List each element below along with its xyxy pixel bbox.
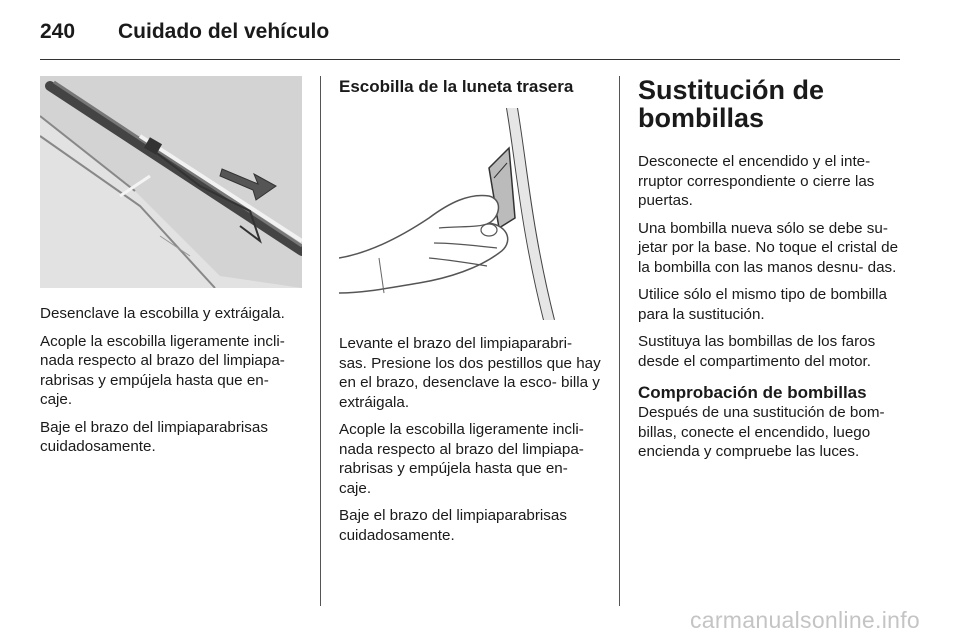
right-column — [638, 76, 902, 470]
watermark: carmanualsonline.info — [689, 607, 920, 633]
paragraph: Desconecte el encendido y el inte- rruptor correspondiente o cierre las puertas. — [638, 153, 875, 209]
paragraph: Baje el brazo del limpiaparabrisas cuidadosamente. — [40, 418, 268, 455]
column-divider — [320, 76, 321, 606]
rear-wiper-heading: Escobilla de la luneta trasera — [339, 77, 574, 96]
section-title: Cuidado del vehículo — [118, 20, 330, 43]
column-divider — [619, 76, 620, 606]
paragraph: Desenclave la escobilla y extráigala. — [40, 305, 285, 322]
bulb-check-heading: Comprobación de bombillas — [638, 383, 867, 402]
wiper-blade-illustration — [40, 76, 302, 288]
paragraph: Acople la escobilla ligeramente incli- nada respecto al brazo del limpiapa- rabrisas y empújela hasta que en- caje. — [40, 332, 285, 408]
paragraph: Una bombilla nueva sólo se debe su- jetar por la base. No toque el cristal de la bombilla con las manos desnu- das. — [638, 219, 899, 276]
bulb-replacement-heading: Sustitución de bombillas — [638, 75, 825, 133]
left-column — [40, 76, 302, 465]
paragraph: Después de una sustitución de bom- billas, conecte el encendido, luego encienda y compruebe las luces. — [638, 404, 885, 460]
paragraph: Sustituya las bombillas de los faros desde el compartimento del motor. — [638, 333, 876, 370]
paragraph: Baje el brazo del limpiaparabrisas cuidadosamente. — [339, 507, 567, 544]
middle-column — [339, 76, 601, 553]
header-rule — [40, 59, 900, 60]
page-number: 240 — [40, 20, 76, 43]
paragraph: Utilice sólo el mismo tipo de bombilla para la sustitución. — [638, 286, 888, 323]
paragraph: Acople la escobilla ligeramente incli- nada respecto al brazo del limpiapa- rabrisas y empújela hasta que en- caje. — [339, 421, 584, 497]
rear-wiper-illustration — [339, 108, 601, 320]
paragraph: Levante el brazo del limpiaparabri- sas. Presione los dos pestillos que hay en el brazo, desenclave la esco- billa y extráigala. — [339, 335, 601, 411]
